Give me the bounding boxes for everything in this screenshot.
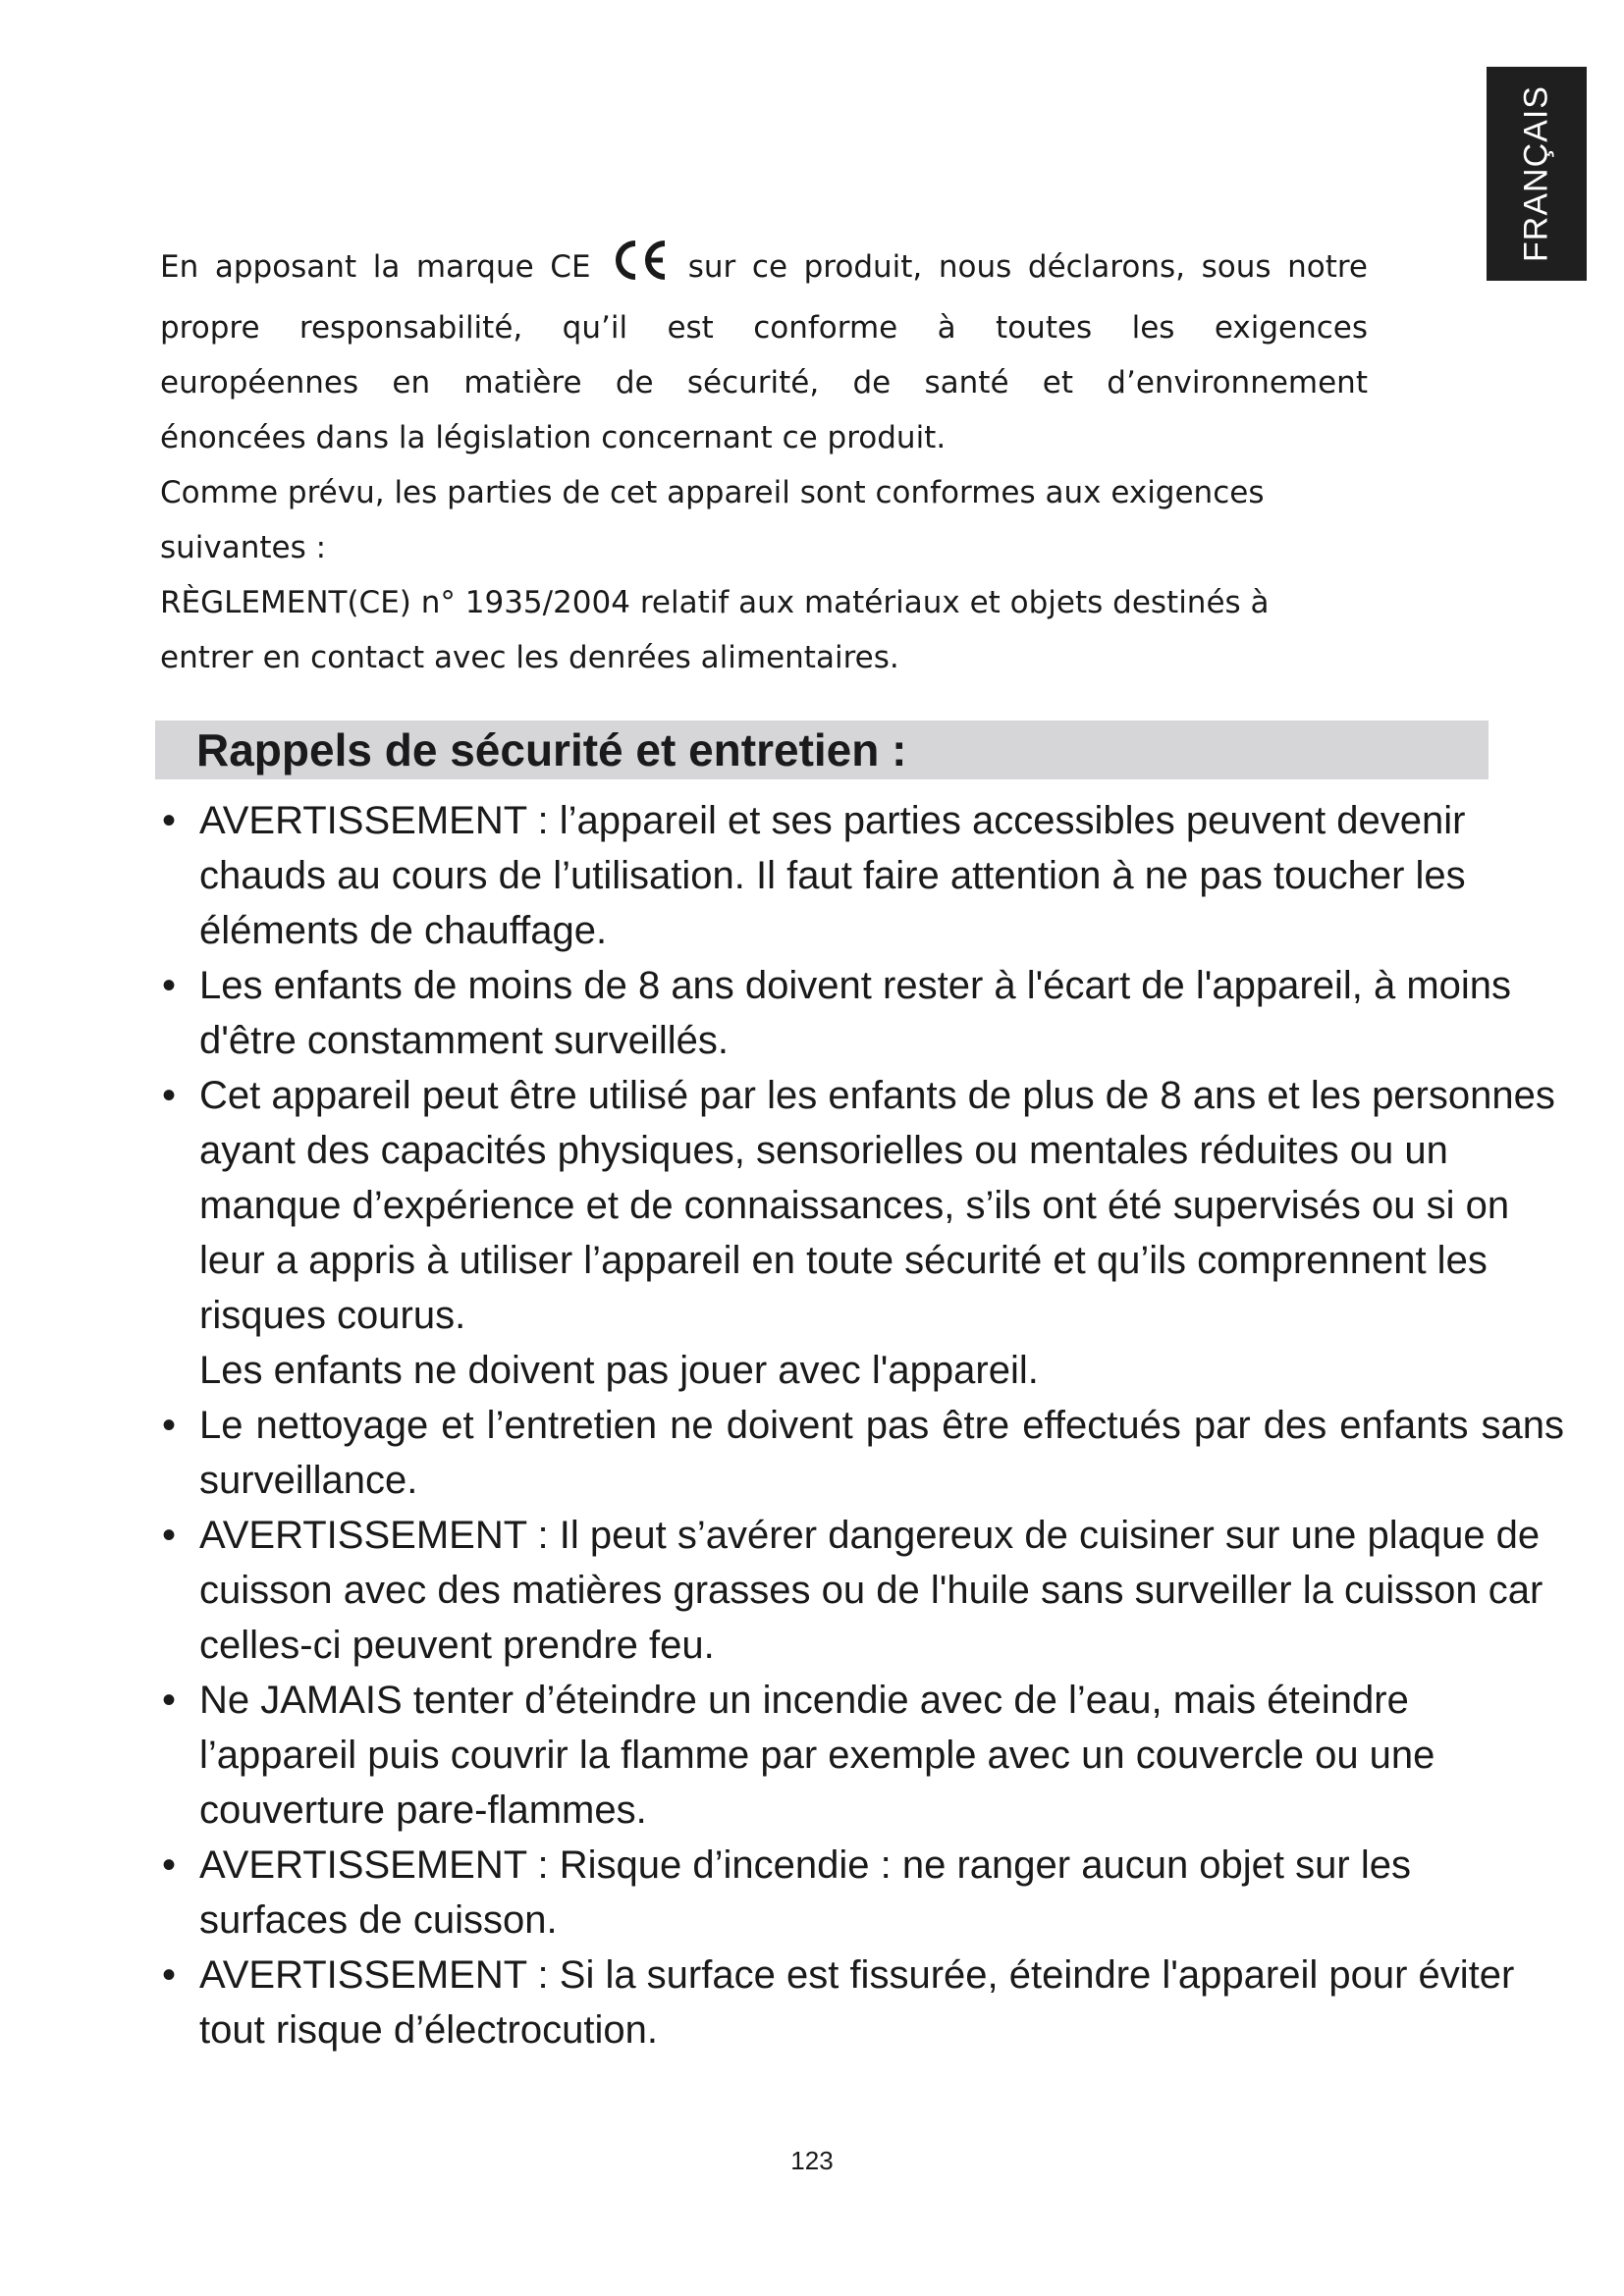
bullet-icon: • [162, 964, 177, 1007]
safety-item-text: AVERTISSEMENT : Si la surface est fissurée, éteindre l'appareil pour éviter tout risque d’électrocution. [199, 1953, 1515, 2052]
bullet-icon: • [162, 1953, 177, 1997]
safety-item-extra: Les enfants ne doivent pas jouer avec l'appareil. [199, 1349, 1039, 1392]
safety-item-text: AVERTISSEMENT : Il peut s’avérer dangereux de cuisiner sur une plaque de cuisson avec des matières grasses ou de l'huile sans surveiller la cuisson car celles-ci peuvent prendre feu. [199, 1514, 1543, 1667]
intro-line-1 [160, 238, 1368, 300]
intro-regulation: RÈGLEMENT(CE) n° 1935/2004 relatif aux matériaux et objets destinés à entrer en contact avec les denrées alimentaires. [160, 585, 1270, 675]
intro-line-4: énoncées dans la législation concernant ce produit. [160, 420, 947, 455]
safety-item-text: Cet appareil peut être utilisé par les enfants de plus de 8 ans et les personnes ayant des capacités physiques, sensorielles ou mentales réduites ou un manque d’expérience et de connaissances, s’ils ont été supervisés ou si on leur a appris à utiliser l’appareil en toute sécurité et qu’ils comprennent les risques courus. [199, 1074, 1555, 1337]
ce-mark-icon [609, 238, 670, 300]
intro-line-1-end: sur ce produit, nous déclarons, sous notre [672, 249, 1368, 285]
bullet-icon: • [162, 1843, 177, 1887]
safety-item-text: Ne JAMAIS tenter d’éteindre un incendie avec de l’eau, mais éteindre l’appareil puis couvrir la flamme par exemple avec un couvercle ou une couverture pare-flammes. [199, 1679, 1435, 1832]
safety-item [160, 1068, 1564, 1398]
safety-item [160, 1508, 1564, 1673]
safety-item [160, 1948, 1564, 2057]
page-number: 123 [790, 2146, 834, 2175]
language-tab [1487, 67, 1587, 281]
safety-list [160, 793, 1564, 2057]
intro-line-1-start: En apposant la marque CE [160, 249, 608, 285]
intro-requirements: Comme prévu, les parties de cet appareil sont conformes aux exigences suivantes : [160, 475, 1265, 565]
bullet-icon: • [162, 1404, 177, 1447]
intro-line-3: européennes en matière de sécurité, de santé et d’environnement [160, 365, 1368, 400]
safety-item-text: AVERTISSEMENT : Risque d’incendie : ne ranger aucun objet sur les surfaces de cuisson. [199, 1843, 1411, 1942]
safety-item [160, 1838, 1564, 1948]
safety-item-text: AVERTISSEMENT : l’appareil et ses parties accessibles peuvent devenir chauds au cours de l’utilisation. Il faut faire attention à ne pas toucher les éléments de chauffage. [199, 799, 1466, 952]
bullet-icon: • [162, 1074, 177, 1117]
safety-item [160, 958, 1564, 1068]
language-tab-label: FRANÇAIS [1517, 85, 1555, 262]
bullet-icon: • [162, 1514, 177, 1557]
safety-item [160, 1398, 1564, 1508]
safety-item [160, 793, 1564, 958]
bullet-icon: • [162, 799, 177, 842]
section-header [155, 721, 1489, 779]
intro-line-2: propre responsabilité, qu’il est conforme à toutes les exigences [160, 310, 1368, 346]
safety-item-text: Le nettoyage et l’entretien ne doivent pas être effectués par des enfants sans surveillance. [199, 1404, 1564, 1502]
bullet-icon: • [162, 1679, 177, 1722]
safety-item [160, 1673, 1564, 1838]
intro-text [160, 238, 1368, 685]
safety-item-text: Les enfants de moins de 8 ans doivent rester à l'écart de l'appareil, à moins d'être constamment surveillés. [199, 964, 1512, 1062]
section-title: Rappels de sécurité et entretien : [196, 724, 907, 775]
